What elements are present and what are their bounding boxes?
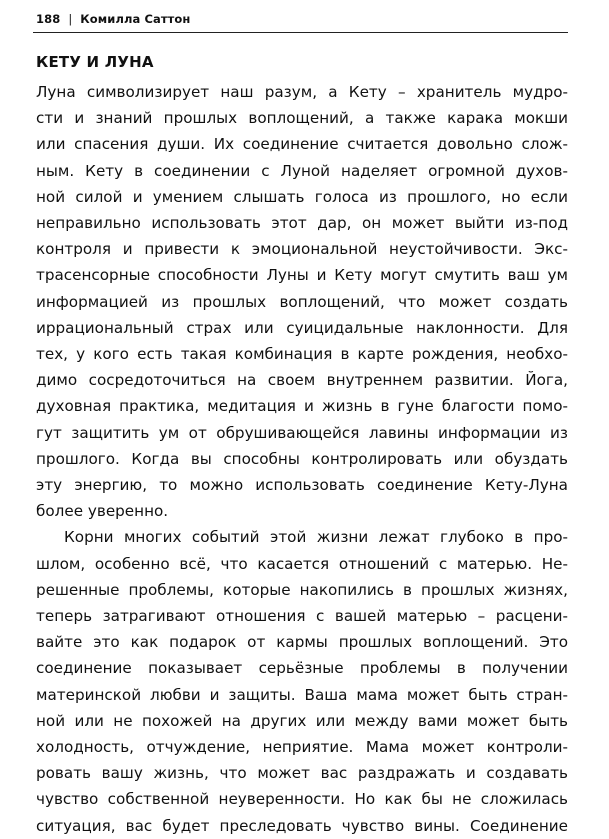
text-line: теперь затрагивают отношения с вашей матерью – расцени- <box>36 607 568 626</box>
text-line: эту энергию, то можно использовать соединение Кету-Луна <box>36 476 568 495</box>
text-line: прошлого. Когда вы способны контролировать или обуздать <box>36 449 568 468</box>
text-line: Корни многих событий этой жизни лежат глубоко в про- <box>64 528 568 547</box>
text-line: ситуация, вас будет преследовать чувство вины. Соединение <box>36 816 568 835</box>
section-heading: КЕТУ И ЛУНА <box>36 53 154 71</box>
text-line: иррациональный страх или суицидальные наклонности. Для <box>36 318 568 337</box>
text-line: ной или не похожей на других или между вами может быть <box>36 711 568 730</box>
header-separator: | <box>68 12 73 26</box>
text-line: тех, у кого есть такая комбинация в карте рождения, необхо- <box>36 345 568 364</box>
text-line: более уверенно. <box>36 502 169 521</box>
text-line: Луна символизирует наш разум, а Кету – хранитель мудро- <box>36 83 568 101</box>
text-line: контроля и привести к эмоциональной неустойчивости. Экс- <box>36 240 568 259</box>
text-line: димо сосредоточиться на своем внутреннем развитии. Йога, <box>36 371 568 390</box>
text-line: трасенсорные способности Луны и Кету могут смутить ваш ум <box>36 266 568 285</box>
text-line: холодность, отчуждение, неприятие. Мама может контроли- <box>36 738 568 757</box>
page-number: 188 <box>36 12 61 26</box>
running-title: Комилла Саттон <box>80 12 191 26</box>
text-line: неправильно использовать этот дар, он может выйти из-под <box>36 214 568 233</box>
text-line: ным. Кету в соединении с Луной наделяет огромной духов- <box>36 161 568 180</box>
text-line: чувство собственной неуверенности. Но как бы не сложилась <box>36 790 568 809</box>
text-line: сти и знаний прошлых воплощений, а также карака мокши <box>36 109 568 128</box>
text-line: духовная практика, медитация и жизнь в гуне благости помо- <box>36 397 568 416</box>
text-line: соединение показывает серьёзные проблемы в получении <box>36 659 568 678</box>
text-line: шлом, особенно всё, что касается отношений с матерью. Не- <box>36 554 568 573</box>
paragraph-2 <box>36 524 568 838</box>
text-line: ровать вашу жизнь, что может вас раздражать и создавать <box>36 764 568 783</box>
text-line: решенные проблемы, которые накопились в прошлых жизнях, <box>36 580 568 599</box>
text-line: гут защитить ум от обрушивающейся лавины информации из <box>36 423 568 442</box>
body-text <box>36 79 568 839</box>
text-line: материнской любви и защиты. Ваша мама может быть стран- <box>36 685 568 704</box>
running-header <box>30 10 564 28</box>
text-line: информацией из прошлых воплощений, что может создать <box>36 292 568 311</box>
text-line: или спасения души. Их соединение считается довольно слож- <box>36 135 568 154</box>
text-line: вайте это как подарок от кармы прошлых воплощений. Это <box>36 633 568 652</box>
paragraph-1 <box>36 79 568 524</box>
text-line: ной силой и умением слышать голоса из прошлого, но если <box>36 187 568 206</box>
header-rule <box>33 32 568 33</box>
